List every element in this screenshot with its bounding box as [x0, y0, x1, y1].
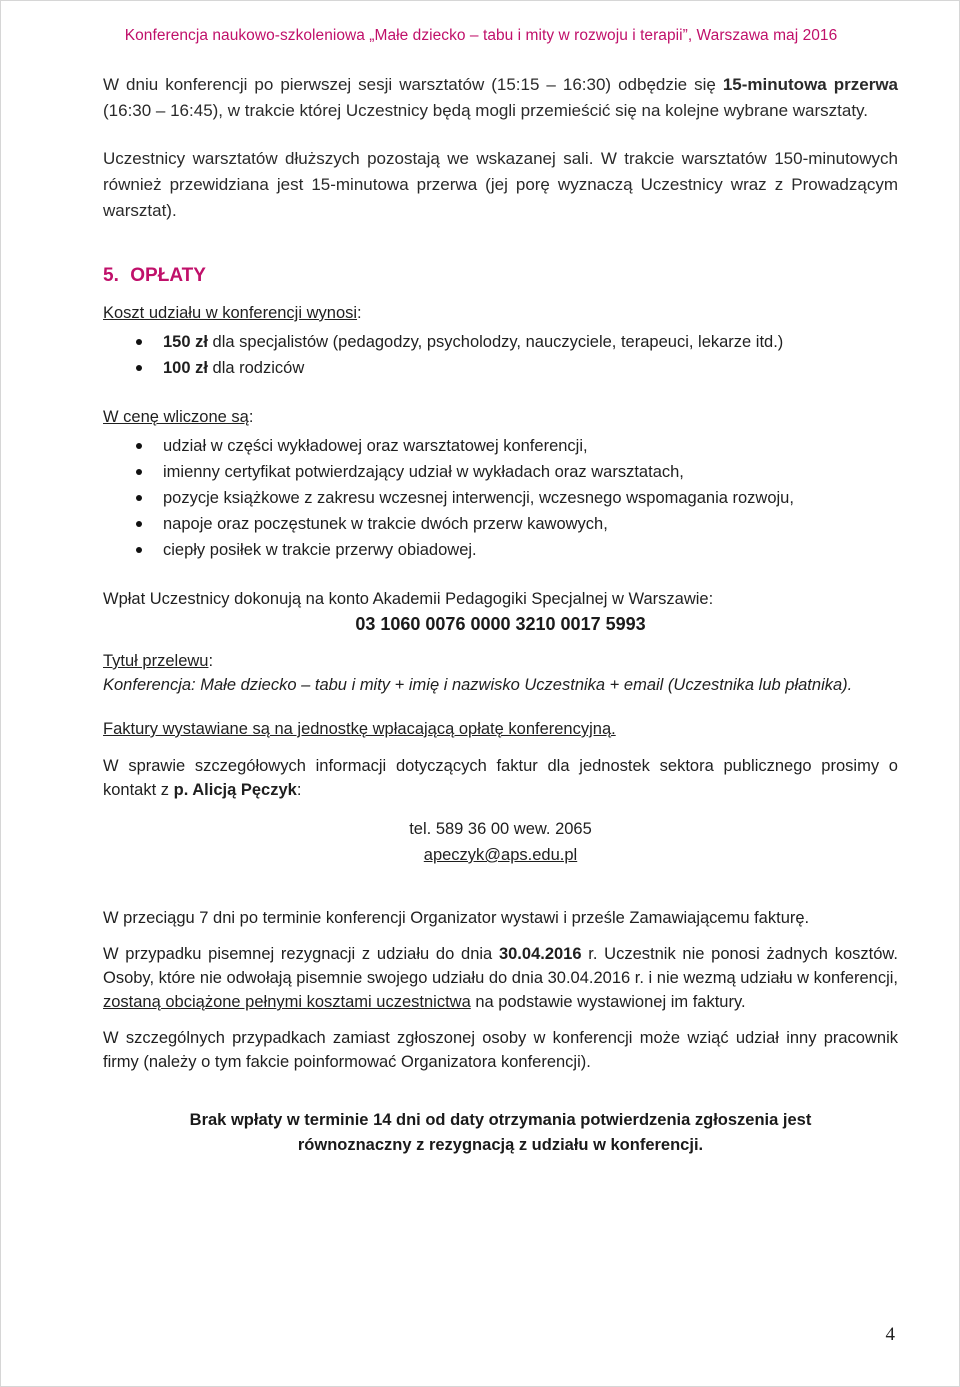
cost-label-colon: :	[357, 304, 362, 322]
cost-label	[103, 301, 898, 325]
section-number: 5.	[103, 265, 119, 286]
bullet-icon	[136, 521, 142, 527]
price-amount: 100 zł	[163, 359, 208, 377]
included-label-colon: :	[248, 408, 254, 426]
intro-paragraph-2: Uczestnicy warsztatów dłuższych pozostają we wskazanej sali. W trakcie warsztatów 150-minutowych również przewidziana jest 15-minutowa przerwa (jej porę wyznaczą Uczestnicy wraz z Prowadzącym warsztat).	[103, 149, 898, 220]
bullet-icon	[136, 547, 142, 553]
page-header: Konferencja naukowo-szkoleniowa „Małe dziecko – tabu i mity w rozwoju i terapii”, Warszawa maj 2016	[124, 27, 838, 44]
terms-text-end: na podstawie wystawionej im faktury.	[470, 993, 746, 1011]
contact-phone: tel. 589 36 00 wew. 2065	[409, 820, 592, 838]
list-item	[103, 433, 898, 459]
page-number: 4	[885, 1324, 895, 1345]
included-label	[103, 405, 898, 429]
contact-colon: :	[296, 781, 302, 799]
payment-text: Wpłat Uczestnicy dokonują na konto Akademii Pedagogiki Specjalnej w Warszawie:	[103, 590, 714, 608]
deadline-date: 30.04.2016	[498, 945, 582, 963]
intro-text: W dniu konferencji po pierwszej sesji warsztatów (15:15 – 16:30) odbędzie się	[103, 75, 723, 94]
section-heading	[103, 263, 898, 289]
bank-account-number: 03 1060 0076 0000 3210 0017 5993	[355, 614, 646, 634]
cost-label-text: Koszt udziału w konferencji wynosi	[103, 304, 358, 322]
bullet-icon	[136, 443, 142, 449]
list-item	[103, 537, 898, 563]
contact-email-wrap	[103, 842, 898, 868]
price-desc: dla rodziców	[207, 359, 305, 377]
bullet-icon	[136, 339, 142, 345]
terms-paragraph-3: W szczególnych przypadkach zamiast zgłoszonej osoby w konferencji może wziąć udział inny pracownik firmy (należy o tym fakcie poinformować Organizatora konferencji).	[103, 1029, 898, 1071]
price-amount: 150 zł	[163, 333, 208, 351]
list-item	[103, 511, 898, 537]
list-item	[103, 459, 898, 485]
intro-text-cont: (16:30 – 16:45), w trakcie której Uczestnicy będą mogli przemieścić się na kolejne wybrane warsztaty.	[103, 101, 869, 120]
final-note-line-1: Brak wpłaty w terminie 14 dni od daty otrzymania potwierdzenia zgłoszenia jest	[189, 1111, 812, 1129]
contact-prefix: p.	[173, 781, 193, 799]
invoice-contact-text: W sprawie szczegółowych informacji dotyczących faktur dla jednostek sektora publicznego prosimy o kontakt z	[103, 757, 898, 799]
transfer-title-label-text: Tytuł przelewu	[103, 652, 209, 670]
transfer-title-colon: :	[208, 652, 214, 670]
bullet-icon	[136, 469, 142, 475]
terms-underlined: zostaną obciążone pełnymi kosztami uczestnictwa	[103, 993, 471, 1011]
price-desc: dla specjalistów (pedagodzy, psycholodzy, nauczyciele, terapeuci, lekarze itd.)	[207, 333, 784, 351]
list-item-text: napoje oraz poczęstunek w trakcie dwóch przerw kawowych,	[163, 515, 608, 533]
list-item	[103, 355, 898, 381]
terms-text: W przypadku pisemnej rezygnacji z udziału do dnia	[103, 945, 499, 963]
section-title: OPŁATY	[130, 265, 206, 286]
terms-paragraph-2	[103, 942, 898, 1014]
list-item-text: ciepły posiłek w trakcie przerwy obiadowej.	[163, 541, 477, 559]
transfer-title-label	[103, 649, 898, 673]
bullet-icon	[136, 495, 142, 501]
break-duration: 15-minutowa przerwa	[722, 75, 898, 94]
list-item-text: udział w części wykładowej oraz warsztatowej konferencji,	[163, 437, 588, 455]
bullet-icon	[136, 365, 142, 371]
terms-text-cont: r. Uczestnik nie ponosi żadnych kosztów. Osoby, które nie odwołają pisemnie swojego udziału do dnia 30.04.2016 r. i nie wezmą udziału w konferencji,	[103, 945, 898, 987]
terms-paragraph-1: W przeciągu 7 dni po terminie konferencji Organizator wystawi i prześle Zamawiającemu fakturę.	[103, 909, 810, 927]
list-item-text: imienny certyfikat potwierdzający udział w wykładach oraz warsztatach,	[163, 463, 684, 481]
invoice-note: Faktury wystawiane są na jednostkę wpłacającą opłatę konferencyjną.	[103, 720, 616, 738]
invoice-contact	[103, 754, 898, 802]
final-note-line-2: równoznaczny z rezygnacją z udziału w konferencji.	[297, 1136, 704, 1154]
contact-email-link[interactable]: apeczyk@aps.edu.pl	[423, 846, 578, 864]
list-item	[103, 485, 898, 511]
transfer-title-text: Konferencja: Małe dziecko – tabu i mity + imię i nazwisko Uczestnika + email (Uczestnika lub płatnika).	[103, 676, 853, 694]
page-content	[103, 72, 898, 1158]
list-item	[103, 329, 898, 355]
contact-name: Alicją Pęczyk	[192, 781, 297, 799]
intro-paragraph-1	[103, 72, 898, 124]
included-list	[103, 433, 898, 563]
list-item-text: pozycje książkowe z zakresu wczesnej interwencji, wczesnego wspomagania rozwoju,	[163, 489, 794, 507]
included-label-text: W cenę wliczone są	[103, 408, 249, 426]
cost-list	[103, 329, 898, 381]
final-note	[103, 1108, 898, 1158]
